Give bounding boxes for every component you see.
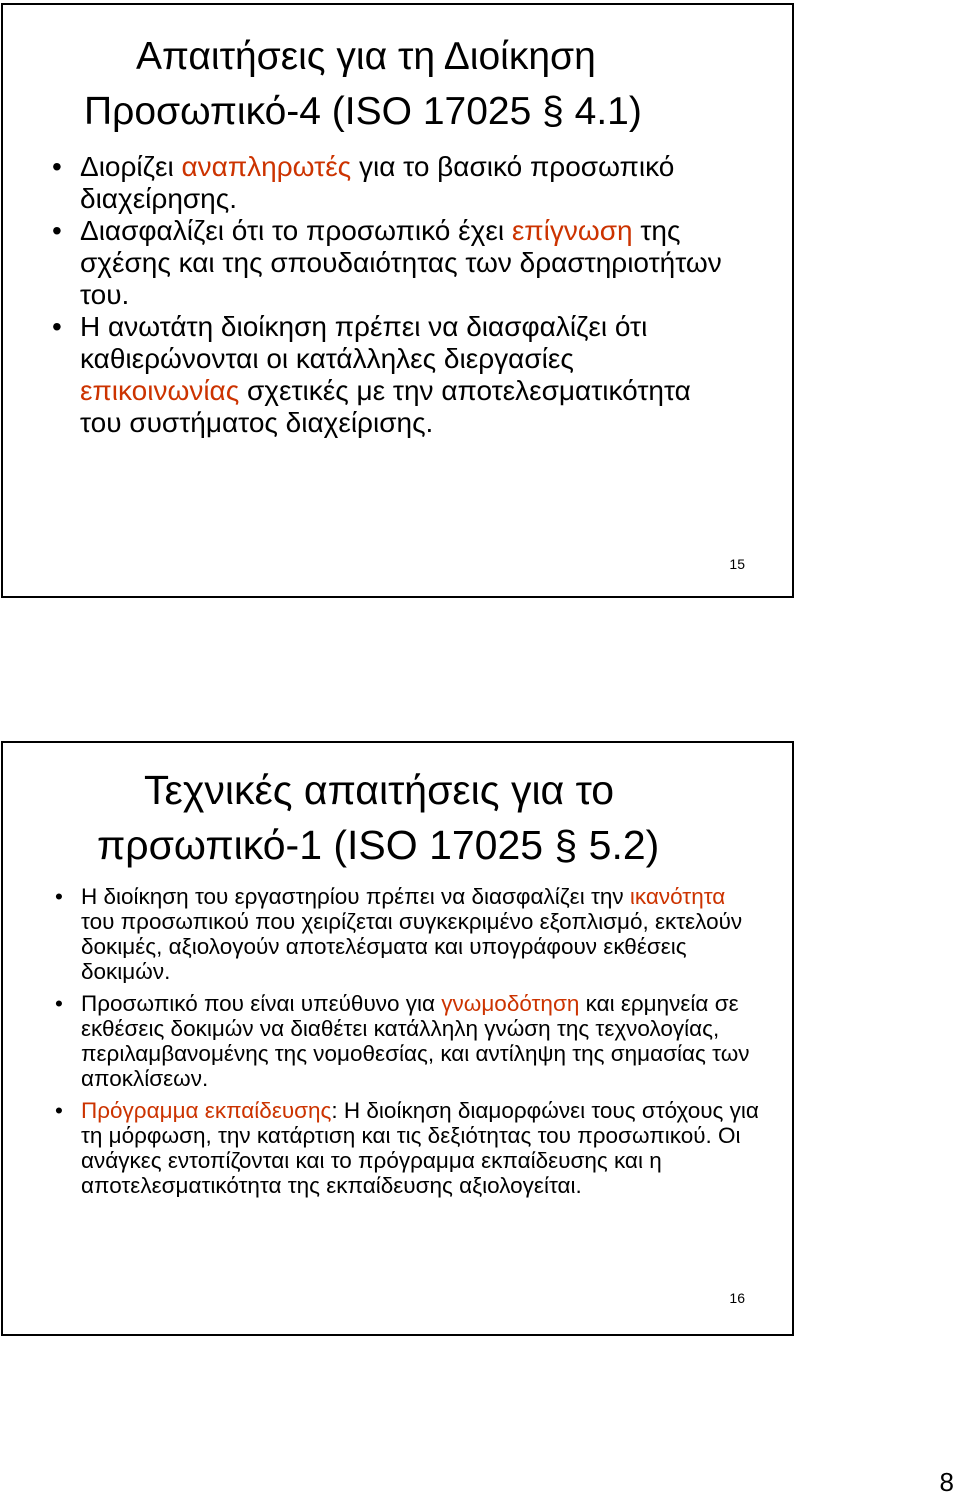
bullet-text: Διορίζει — [80, 151, 182, 182]
bullet-text: Η διοίκηση του εργαστηρίου πρέπει να διασφαλίζει την — [81, 884, 630, 909]
bullet-text: και ερμηνεία σε εκθέσεις δοκιμών να διαθέτει κατάλληλη γνώση της τεχνολογίας, περιλαμβανομένης της νομοθεσίας, και αντίληψη της σημασίας των αποκλίσεων. — [81, 991, 750, 1091]
bullet-item — [81, 1098, 761, 1198]
bullet-text: σχετικές με την αποτελεσματικότητα του συστήματος διαχείρισης. — [80, 375, 691, 438]
slide-title-line-2: Προσωπικό-4 (ISO 17025 § 4.1) — [84, 90, 642, 133]
slide-title — [3, 29, 792, 139]
bullet-text: : Η διοίκηση διαμορφώνει τους στόχους για τη μόρφωση, την κατάρτιση και τις δεξιότητας του προσωπικού. Οι ανάγκες εντοπίζονται και το πρόγραμμα εκπαίδευσης και η αποτελεσματικότητα της εκπαίδευσης αξιολογείται. — [81, 1098, 759, 1198]
slide-title — [3, 763, 792, 873]
highlighted-term: επικοινωνίας — [80, 375, 240, 406]
bullet-item — [80, 215, 740, 311]
highlighted-term: Πρόγραμμα εκπαίδευσης — [81, 1098, 332, 1123]
bullet-item — [80, 151, 740, 215]
bullet-list — [80, 151, 740, 439]
slide-15 — [1, 3, 794, 598]
bullet-item — [80, 311, 740, 439]
bullet-text: Προσωπικό που είναι υπεύθυνο για — [81, 991, 442, 1016]
highlighted-term: επίγνωση — [511, 215, 633, 246]
document-page-number: 8 — [939, 1467, 954, 1497]
bullet-list — [81, 884, 761, 1205]
slide-16 — [1, 741, 794, 1336]
bullet-item — [81, 991, 761, 1091]
bullet-item — [81, 884, 761, 984]
bullet-text: της σχέσης και της σπουδαιότητας των δραστηριοτήτων του. — [80, 215, 722, 310]
slide-page-number: 15 — [729, 556, 745, 572]
bullet-text: για το βασικό προσωπικό διαχείρησης. — [80, 151, 675, 214]
highlighted-term: αναπληρωτές — [181, 151, 352, 182]
bullet-text: του προσωπικού που χειρίζεται συγκεκριμένο εξοπλισμό, εκτελούν δοκιμές, αξιολογούν αποτελέσματα και υπογράφουν εκθέσεις δοκιμών. — [81, 909, 743, 984]
slide-page-number: 16 — [729, 1290, 745, 1306]
bullet-text: Η ανωτάτη διοίκηση πρέπει να διασφαλίζει ότι καθιερώνονται οι κατάλληλες διεργασίες — [80, 311, 648, 374]
slide-title-line-2: πρσωπικό-1 (ISO 17025 § 5.2) — [97, 822, 660, 868]
highlighted-term: ικανότητα — [629, 884, 726, 909]
slide-title-line-1: Απαιτήσεις για τη Διοίκηση — [136, 35, 596, 78]
bullet-text: Διασφαλίζει ότι το προσωπικό έχει — [80, 215, 512, 246]
highlighted-term: γνωμοδότηση — [441, 991, 580, 1016]
slide-title-line-1: Τεχνικές απαιτήσεις για το — [144, 767, 615, 813]
